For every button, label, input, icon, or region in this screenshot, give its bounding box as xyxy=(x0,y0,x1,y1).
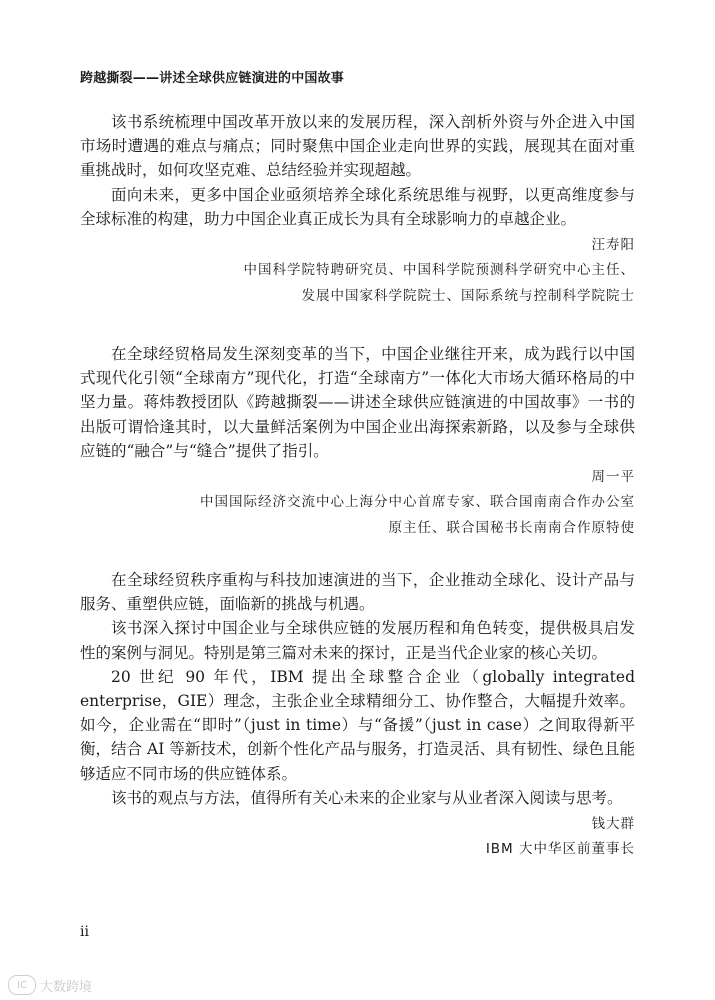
recommender-title-line: 发展中国家科学院院士、国际系统与控制科学院院士 xyxy=(301,288,635,305)
running-head: 跨越撕裂——讲述全球供应链演进的中国故事 xyxy=(80,71,345,86)
recommender-title-line: 中国科学院特聘研究员、中国科学院预测科学研究中心主任、 xyxy=(243,262,635,279)
recommender-name: 钱大群 xyxy=(591,816,635,833)
paragraph: 在全球经贸格局发生深刻变革的当下，中国企业继往开来，成为践行以中国式现代化引领“全球南方”现代化，打造“全球南方”一体化大市场大循环格局的中坚力量。蒋炜教授团队《跨越撕裂——讲述全球供应链演进的中国故事》一书的出版可谓恰逢其时，以大量鲜活案例为中国企业出海探索新路，以及参与全球供应链的“融合”与“缝合”提供了指引。 xyxy=(80,345,635,460)
paragraph: 该书系统梳理中国改革开放以来的发展历程，深入剖析外资与外企进入中国市场时遭遇的难点与痛点；同时聚焦中国企业走向世界的实践，展现其在面对重重挑战时，如何攻坚克难、总结经验并实现超越。 xyxy=(80,113,635,180)
recommender-name: 汪寿阳 xyxy=(591,237,635,254)
paragraph: 面向未来，更多中国企业亟须培养全球化系统思维与视野，以更高维度参与全球标准的构建，助力中国企业真正成长为具有全球影响力的卓越企业。 xyxy=(80,185,635,228)
paragraph: 该书的观点与方法，值得所有关心未来的企业家与从业者深入阅读与思考。 xyxy=(111,788,623,807)
paragraph: 20 世纪 90 年代，IBM 提出全球整合企业（globally integrated enterprise，GIE）理念，主张企业全球精细分工、协作整合，大幅提升效率。如今，企业需在“即时”（just in time）与“备援”（just in case）之间取得新平衡，结合 AI 等新技术，创新个性化产品与服务，打造灵活、具有韧性、绿色且能够适应不同市场的供应链体系。 xyxy=(80,667,635,783)
recommender-title-line: 中国国际经济交流中心上海分中心首席专家、联合国南南合作办公室 xyxy=(200,494,635,511)
recommender-title-line: 原主任、联合国秘书长南南合作原特使 xyxy=(388,520,635,537)
page-number: ii xyxy=(80,924,89,940)
recommendation-1 xyxy=(80,110,635,309)
recommendation-3 xyxy=(80,568,635,862)
recommender-title-line: IBM 大中华区前董事长 xyxy=(485,841,635,858)
watermark-text: 大数跨境 xyxy=(40,979,93,995)
paragraph: 该书深入探讨中国企业与全球供应链的发展历程和角色转变，提供极具启发性的案例与洞见。特别是第三篇对未来的探讨，正是当代企业家的核心关切。 xyxy=(80,619,635,662)
watermark xyxy=(8,975,92,995)
recommender-name: 周一平 xyxy=(591,469,635,486)
paragraph: 在全球经贸秩序重构与科技加速演进的当下，企业推动全球化、设计产品与服务、重塑供应链，面临新的挑战与机遇。 xyxy=(80,571,635,614)
recommendation-2 xyxy=(80,342,635,541)
watermark-logo-icon: IC xyxy=(8,975,36,995)
